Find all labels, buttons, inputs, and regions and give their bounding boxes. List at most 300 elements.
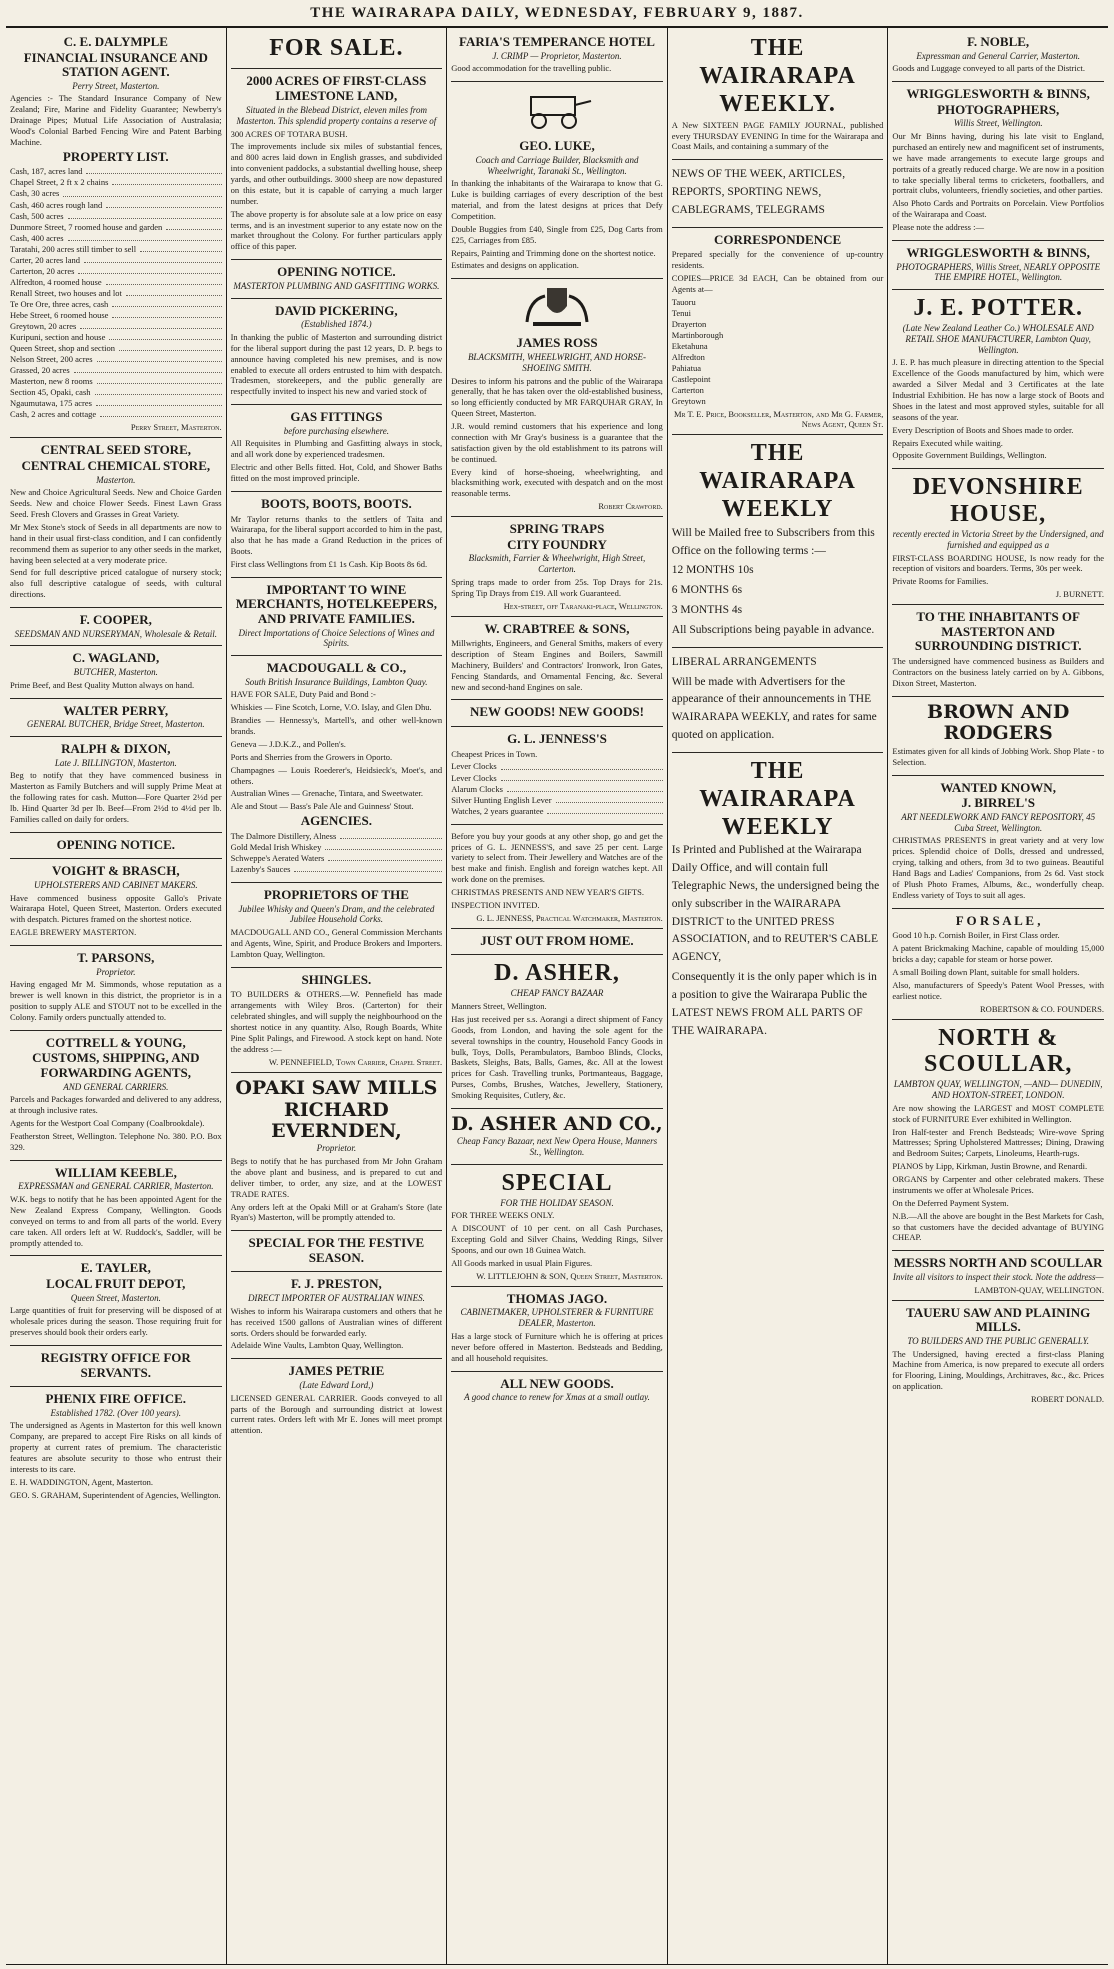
dotted-leader — [501, 773, 663, 781]
advertisement-columns — [6, 28, 1108, 1965]
advertisement-body-text: Champagnes — Louis Roederer's, Heidsieck's, Moet's, and others. — [230, 764, 443, 786]
advertisement-heading: D. ASHER, — [494, 960, 620, 987]
list-item — [10, 365, 222, 376]
advertisement-subheading: (Late Edward Lord,) — [299, 1379, 374, 1390]
list-item — [10, 387, 222, 398]
advertisement-body-text: Manners Street, Wellington. — [451, 1001, 547, 1012]
advertisement-heading: BROWN AND RODGERS — [927, 700, 1070, 744]
advertisement-body-text: The Undersigned, having erected a first-class Planing Machine from America, is now prepared to execute all orders for Flooring, Lining, Mouldings, Architraves, &c., &c. Prices on application. — [892, 1348, 1104, 1392]
advertisement-heading: WRIGGLESWORTH & BINNS, — [906, 244, 1090, 260]
advertisement-body-text: In thanking the inhabitants of the Wairarapa to know that G. Luke is building carriages of every description of the best material, and from the latest designs at prices that Defy Competition. — [451, 178, 663, 221]
royal-arms-emblem — [451, 282, 663, 328]
advertisement-body-text: All Requisites in Plumbing and Gasfitting always in stock, and all work done by experienced tradesmen. — [230, 438, 443, 460]
advertisement-heading: D. ASHER AND CO., — [451, 1112, 663, 1135]
advertisement-heading: THE — [750, 35, 805, 61]
list-item — [231, 831, 443, 842]
advertisement-body-text: Prepared specially for the convenience of up-country residents. — [671, 249, 884, 271]
advertisement-heading: LOCAL FRUIT DEPOT, — [46, 1276, 186, 1292]
advertisement-body-text: All Goods marked in usual Plain Figures. — [451, 1257, 593, 1268]
list-item — [10, 398, 222, 409]
dotted-leader — [140, 244, 221, 252]
list-item-label: Dunmore Street, 7 roomed house and garden — [10, 221, 163, 232]
advertisement-subheading: South British Insurance Buildings, Lambton Quay. — [245, 676, 428, 687]
advertisement — [451, 1372, 663, 1409]
advertisement-heading: GEO. LUKE, — [519, 138, 595, 154]
advertisement-subheading: Queen Street, Masterton. — [70, 1292, 161, 1303]
advertisement-subheading: before purchasing elsewhere. — [283, 425, 389, 436]
advertisement — [892, 241, 1104, 290]
advertisement-signature: ROBERT DONALD. — [1030, 1394, 1104, 1405]
dotted-leader — [126, 288, 222, 296]
column-1 — [6, 28, 227, 1964]
list-item — [672, 330, 884, 341]
advertisement-heading: MACDOUGALL & CO., — [266, 660, 407, 676]
advertisement — [451, 517, 663, 616]
list-item-label: Tenui — [671, 307, 692, 318]
advertisement-body-text: First class Wellingtons from £1 1s Cash. Kip Boots 8s 6d. — [230, 559, 428, 570]
advertisement-body-text: New and Choice Agricultural Seeds. New and Choice Garden Seeds. New and choice Flower Seeds. Finest Lawn Grass Seed. Fresh Clovers and Grasses in Great Variety. — [10, 487, 222, 520]
advertisement-signature: Robert Crawford. — [598, 501, 663, 512]
advertisement-body-text: All Subscriptions being payable in advance. — [671, 623, 875, 636]
advertisement-body-text: Mr Mex Stone's stock of Seeds in all departments are now to hand in their usual first-class condition, and I can confidently recommend them as superior to any other seeds in the market, having been selected at a very moderate price. — [10, 521, 222, 565]
list-item-label: Cash, 187, acres land — [10, 166, 83, 177]
advertisement — [451, 955, 663, 1109]
list-item-label: Cash, 30 acres — [10, 188, 60, 199]
advertisement-heading: JUST OUT FROM HOME. — [480, 932, 634, 948]
advertisement-body-text: Adelaide Wine Vaults, Lambton Quay, Wellington. — [230, 1340, 404, 1351]
advertisement-heading: W. CRABTREE & SONS, — [484, 620, 630, 636]
advertisement-heading: J. E. POTTER. — [913, 295, 1084, 322]
advertisement — [451, 134, 663, 279]
advertisement-body-text: Mr Taylor returns thanks to the settlers of Taita and Wairarapa, for the liberal support accorded to him in the past, also that he has made a Grand Reduction in the prices of Boots. — [230, 513, 443, 557]
list-item — [10, 188, 222, 199]
list-item — [672, 297, 884, 308]
advertisement-body-text: Has a large stock of Furniture which he is offering at prices never before offered in Masterton. Bedsteads and Bedding, and all household requisites. — [451, 1330, 663, 1363]
list-item-label: Carterton — [671, 385, 704, 396]
list-item-label: Watches, 2 years guarantee — [451, 805, 544, 816]
list-item-label: Cash, 460 acres rough land — [10, 199, 103, 210]
list-item — [451, 761, 663, 772]
advertisement-body-text: GEO. S. GRAHAM, Superintendent of Agencies, Wellington. — [10, 1489, 221, 1500]
list-item — [672, 341, 884, 352]
advertisement-body-text: CHRISTMAS PRESENTS AND NEW YEAR'S GIFTS. — [451, 887, 644, 898]
advertisement — [892, 605, 1104, 696]
advertisement-body-text: The improvements include six miles of substantial fences, and 800 acres laid down in English grasses, and subdivided into convenient paddocks, a substantial dwelling house, sheep yards, and other outbuildings. 3000 sheep are now depastured on this estate, but it is capable of carrying a much larger number. — [230, 141, 443, 206]
list-item-label: Te Ore Ore, three acres, cash — [10, 298, 109, 309]
advertisement-heading: FARIA'S TEMPERANCE HOTEL — [458, 34, 655, 49]
advertisement-body-text: Iron Half-tester and French Bedsteads; Wire-wove Spring Mattresses; Spring Upholstered Mattresses; Dining, Drawing and Bedroom Suites; Carpets, Linoleums, Hearth-rugs. — [892, 1126, 1104, 1159]
column-3 — [447, 28, 668, 1964]
dotted-leader — [96, 398, 222, 406]
advertisement-body-text: Send for full descriptive priced catalogue of nursery stock; also full descriptive catalogue of seeds, with cultural directions. — [10, 567, 222, 600]
list-item — [672, 396, 884, 407]
advertisement-subheading: BUTCHER, Masterton. — [73, 666, 158, 677]
advertisement-body-text: Double Buggies from £40, Single from £25, Dog Carts from £25, Carriages from £85. — [451, 223, 663, 245]
advertisement — [672, 753, 884, 1048]
advertisement-heading: IMPORTANT TO WINE MERCHANTS, HOTELKEEPERS, AND PRIVATE FAMILIES. — [235, 581, 437, 626]
list-item-label: Section 45, Opaki, cash — [10, 387, 91, 398]
advertisement-body-text: Ale and Stout — Bass's Pale Ale and Guinness' Stout. — [230, 801, 414, 812]
list-item — [451, 795, 663, 806]
advertisement-body-text: Having engaged Mr M. Simmonds, whose reputation as a brewer is well known in this district, the proprietor is in a position to supply ALE and STOUT not to be excelled in the Colony. Family orders punctually attended to. — [10, 979, 222, 1023]
advertisement-body-text: Large quantities of fruit for preserving will be disposed of at wholesale prices during the season. Those requiring fruit for preserves should book their orders early. — [10, 1305, 222, 1338]
advertisement-body-text: Ports and Sherries from the Growers in Oporto. — [230, 751, 393, 762]
advertisement-body-text: The above property is for absolute sale at a low price on easy terms, and is an investment superior to any estate now on the market throughout the Colony. For further particulars apply office of this paper. — [230, 208, 443, 252]
advertisement-subheading: Established 1782. (Over 100 years). — [50, 1407, 182, 1418]
advertisement-signature: Hex-street, off Taranaki-place, Wellington. — [503, 600, 663, 611]
advertisement-body-text: A small Boiling down Plant, suitable for small holders. — [892, 966, 1080, 977]
advertisement-body-text: A DISCOUNT of 10 per cent. on all Cash Purchases, Excepting Gold and Silver Chains, Wedding Rings, Silver Spoons, and our own 18 Guinea Watch. — [451, 1223, 663, 1256]
list-item — [10, 222, 222, 233]
advertisement-subheading: LAMBTON QUAY, WELLINGTON, —AND— DUNEDIN, AND HOXTON-STREET, LONDON. — [893, 1079, 1103, 1101]
dotted-leader — [328, 853, 442, 861]
dotted-leader — [325, 842, 442, 850]
advertisement-heading: THOMAS JAGO. — [506, 1290, 608, 1306]
advertisement — [892, 909, 1104, 1020]
advertisement — [231, 492, 443, 578]
dotted-leader — [63, 188, 221, 196]
list-item-label: Martinborough — [671, 329, 724, 340]
advertisement — [10, 1346, 222, 1387]
list-item-label: Alarum Clocks — [451, 783, 503, 794]
advertisement-body-text: Beg to notify that they have commenced business in Masterton as Family Butchers and will supply Prime Meat at the following rates for cash. Mutton—Fore Quarter 2½d per lb. Hind Quarter 3d per lb. Beef—From 2½d to 4½d per lb. Families called on daily for orders. — [10, 770, 222, 824]
advertisement-subheading: Perry Street, Masterton. — [72, 80, 160, 91]
list-item-label: Chapel Street, 2 ft x 2 chains — [10, 177, 109, 188]
advertisement-body-text: N.B.—All the above are bought in the Best Markets for Cash, so that customers have the decided advantage of BUYING CHEAP. — [892, 1210, 1104, 1243]
advertisement-subheading: SEEDSMAN AND NURSERYMAN, Wholesale & Retail. — [14, 628, 217, 639]
advertisement-body-text: Any orders left at the Opaki Mill or at Graham's Store (late Ryan's) Masterton, will be promptly attended to. — [230, 1201, 443, 1223]
advertisement-body-text: A New SIXTEEN PAGE FAMILY JOURNAL, published every THURSDAY EVENING In time for the Wairarapa and Coast Mails, and containing a summary of the — [671, 119, 884, 152]
advertisement-body-text: FOR THREE WEEKS ONLY. — [451, 1210, 555, 1221]
advertisement-heading: WEEKLY — [721, 495, 834, 522]
advertisement-body-text: Our Mr Binns having, during his late visit to England, purchased an entirely new and magnificent set of instruments, we have made arrangements to execute large groups and portraits of a greatly reduced charge. We are now in a position to take specially liberal terms to cricketers, footballers, and portrait clubs, volunteers, friendly societies, and other parties. — [892, 131, 1104, 196]
advertisement-body-text: Are now showing the LARGEST and MOST COMPLETE stock of FURNITURE Ever exhibited in Wellington. — [892, 1102, 1104, 1124]
advertisement-body-text: COPIES—PRICE 3d EACH, Can be obtained from our Agents at— — [671, 272, 884, 294]
list-item — [231, 853, 443, 864]
advertisement-heading: OPAKI SAW MILLS — [235, 1076, 438, 1099]
advertisement-heading: FOR SALE. — [269, 35, 404, 61]
advertisement-heading: T. PARSONS, — [77, 950, 155, 966]
list-item-label: Lever Clocks — [451, 761, 497, 772]
advertisement-signature: W. PENNEFIELD, Town Carrier, Chapel Street. — [268, 1056, 443, 1067]
advertisement-body-text: Is Printed and Published at the Wairarapa Daily Office, and will contain full Telegraphic News, the undersigned being the only subscriber in the WAIRARAPA DISTRICT to the UNITED PRESS ASSOCIATION, and to REUTER'S CABLE AGENCY, — [671, 844, 880, 964]
advertisement — [451, 727, 663, 825]
list-item-label: Gold Medal Irish Whiskey — [230, 841, 322, 852]
dotted-leader — [80, 321, 221, 329]
advertisement-body-text: Featherston Street, Wellington. Telephone No. 380. P.O. Box 329. — [10, 1131, 222, 1152]
advertisement — [451, 617, 663, 701]
advertisement-subheading: (Established 1874.) — [301, 319, 372, 330]
list-item — [10, 244, 222, 255]
list-item — [10, 376, 222, 387]
advertisement-body-text: Prime Beef, and Best Quality Mutton always on hand. — [10, 679, 195, 690]
list-item-label: Nelson Street, 200 acres — [10, 354, 93, 365]
advertisement — [10, 1161, 222, 1257]
list-item-label: Renall Street, two houses and lot — [10, 287, 122, 298]
column-5 — [888, 28, 1108, 1964]
advertisement-list — [672, 297, 884, 407]
advertisement — [10, 859, 222, 946]
dotted-leader — [100, 409, 221, 417]
advertisement-list — [451, 761, 663, 816]
advertisement-body-text: TO BUILDERS & OTHERS.—W. Pennefield has made arrangements with Wiley Bros. (Carterton) for their celebrated shingles, and will supply the neighbourhood on the shortest notice in any quantity. Also, Rough Boards, White Pine Split Palings, and Firewood. A stock kept on hand. Note the address :— — [230, 989, 443, 1054]
advertisement-subheading: Willis Street, Wellington. — [953, 118, 1043, 129]
list-item — [10, 409, 222, 420]
advertisement-subheading: Masterton. — [96, 474, 136, 485]
advertisement-subheading: J. CRIMP — Proprietor, Masterton. — [492, 50, 622, 61]
advertisement-heading: WANTED KNOWN, — [940, 779, 1056, 795]
list-item — [10, 211, 222, 222]
advertisement-subheading: Jubilee Whisky and Queen's Dram, and the celebrated Jubilee Household Corks. — [238, 903, 435, 925]
masthead: THE WAIRARAPA DAILY, WEDNESDAY, FEBRUARY 9, 1887. — [6, 0, 1108, 28]
list-item — [10, 166, 222, 177]
advertisement-heading: LIMESTONE LAND, — [275, 88, 398, 104]
advertisement-body-text: E. H. WADDINGTON, Agent, Masterton. — [10, 1476, 153, 1487]
list-item-label: Silver Hunting English Lever — [451, 794, 552, 805]
advertisement-body-text: 6 MONTHS 6s — [671, 584, 743, 597]
advertisement-subheading: PHOTOGRAPHERS, Willis Street, NEARLY OPPOSITE THE EMPIRE HOTEL, Wellington. — [896, 261, 1101, 283]
advertisement-heading: C. WAGLAND, — [72, 650, 160, 666]
advertisement-heading: THE — [750, 440, 805, 467]
advertisement-body-text: NEWS OF THE WEEK, ARTICLES, REPORTS, SPORTING NEWS, CABLEGRAMS, TELEGRAMS — [671, 168, 846, 216]
list-item-label: Taratahi, 200 acres still timber to sell — [10, 243, 137, 254]
advertisement-body-text: Good accommodation for the travelling public. — [451, 63, 612, 74]
advertisement-body-text: Geneva — J.D.K.Z., and Pollen's. — [230, 738, 346, 749]
advertisement-body-text: INSPECTION INVITED. — [451, 899, 540, 910]
advertisement-heading: OPENING NOTICE. — [277, 264, 396, 280]
dotted-leader — [84, 255, 222, 263]
advertisement-subheading: UPHOLSTERERS AND CABINET MAKERS. — [33, 879, 198, 890]
list-item-label: Eketahuna — [671, 340, 708, 351]
advertisement-heading: NORTH & SCOULLAR, — [923, 1024, 1073, 1078]
advertisement-heading: NEW GOODS! NEW GOODS! — [470, 704, 644, 720]
advertisement — [10, 438, 222, 608]
advertisement — [892, 1251, 1104, 1300]
advertisement-subheading: GENERAL BUTCHER, Bridge Street, Masterton. — [26, 719, 205, 730]
advertisement — [231, 260, 443, 298]
advertisement-signature: J. BURNETT. — [1055, 589, 1104, 600]
advertisement — [672, 435, 884, 648]
advertisement-heading: JAMES PETRIE — [288, 1363, 385, 1379]
advertisement — [451, 331, 663, 517]
advertisement-subheading: (Late New Zealand Leather Co.) WHOLESALE AND RETAIL SHOE MANUFACTURER, Lambton Quay, Wellington. — [902, 323, 1094, 355]
advertisement-body-text: LICENSED GENERAL CARRIER. Goods conveyed to all parts of the Borough and surrounding district at lowest current rates. Orders left with Mr E. Jones will meet prompt attention. — [230, 1392, 443, 1436]
advertisement-heading: GAS FITTINGS — [290, 409, 383, 425]
advertisement-list — [10, 166, 222, 420]
advertisement-body-text: Millwrights, Engineers, and General Smiths, makers of every description of Steam Engines and Boilers, Sawmill Machinery, Builders' and Contractors' Ironwork, Iron Gates, Fencing Standards, and Ornamental Fencing, &c. Several new and second-hand Engines on sale. — [451, 638, 663, 692]
advertisement-heading: CUSTOMS, SHIPPING, AND FORWARDING AGENTS, — [32, 1050, 200, 1081]
list-item — [672, 374, 884, 385]
advertisement-subheading: Invite all visitors to inspect their stock. Note the address— — [892, 1271, 1104, 1282]
advertisement — [892, 1301, 1104, 1409]
advertisement-body-text: Agents for the Westport Coal Company (Coalbrookdale). — [10, 1118, 205, 1129]
advertisement — [451, 929, 663, 956]
list-item — [10, 266, 222, 277]
dotted-leader — [556, 795, 663, 803]
dotted-leader — [95, 387, 222, 395]
list-item-label: Greytown, 20 acres — [10, 321, 77, 332]
dotted-leader — [106, 200, 221, 208]
advertisement-body-text: Repairs Executed while waiting. — [892, 437, 1003, 448]
advertisement — [231, 30, 443, 69]
advertisement-heading: C. E. DALYMPLE — [63, 34, 168, 49]
advertisement-subheading: recently erected in Victoria Street by the Undersigned, and furnished and equipped as a — [892, 529, 1104, 550]
advertisement — [892, 1020, 1104, 1252]
advertisement-body-text: Estimates given for all kinds of Jobbing Work. Shop Plate - to Selection. — [892, 746, 1104, 767]
advertisement-heading: WEEKLY. — [719, 90, 836, 117]
dotted-leader — [340, 831, 442, 839]
advertisement-heading: SPECIAL — [501, 1169, 613, 1196]
advertisement-subheading: Blacksmith, Farrier & Wheelwright, High Street, Carterton. — [468, 553, 646, 575]
advertisement-heading: 2000 ACRES OF FIRST-CLASS — [246, 72, 427, 88]
advertisement-body-text: Private Rooms for Families. — [892, 576, 989, 587]
advertisement-body-text: PIANOS by Lipp, Kirkman, Justin Browne, and Renardi. — [892, 1161, 1088, 1172]
advertisement-heading: F. J. PRESTON, — [291, 1276, 382, 1292]
advertisement-body-text: In thanking the public of Masterton and surrounding district for the liberal support during the past 12 years, D. P. begs to announce having completed his new premises, and is now enabled to execute all orders entrusted to him with despatch. Tradesmen, storekeepers, and the public generally are respectfully invited to inspect his new and varied stock of — [230, 331, 443, 397]
advertisement-body-text: Will be made with Advertisers for the appearance of their announcements in THE WAIRARAPA WEEKLY, and rates for same quoted on application. — [671, 675, 877, 741]
advertisement-signature: W. LITTLEJOHN & SON, Queen Street, Masterton. — [476, 1270, 663, 1281]
dotted-leader — [294, 864, 442, 872]
list-item-label: Greytown — [671, 396, 706, 407]
advertisement-signature: G. L. JENNESS, Practical Watchmaker, Masterton. — [476, 912, 663, 923]
advertisement-body-text: J. E. P. has much pleasure in directing attention to the Special Excellence of the Goods manufactured by him, which were awarded a Silver Medal and 3 Certificates at the late Industrial Exhibition. He has now a large stock of Boots and Shoes in the latest and most approved styles, suitable for all seasons of the year. — [892, 357, 1104, 422]
advertisement-heading: G. L. JENNESS'S — [507, 731, 607, 747]
advertisement — [451, 825, 663, 929]
dotted-leader — [97, 376, 222, 384]
advertisement-body-text: 12 MONTHS 10s — [671, 564, 754, 577]
advertisement-body-text: The undersigned have commenced business as Builders and Contractors on the business lately carried on by A. Gibbons, Dixon Street, Masterton. — [892, 655, 1104, 688]
advertisement-subheading: Cheap Fancy Bazaar, next New Opera House, Manners St., Wellington. — [456, 1136, 658, 1157]
list-item — [10, 354, 222, 365]
advertisement-heading: ALL NEW GOODS. — [500, 1375, 614, 1391]
advertisement-body-text: LIBERAL ARRANGEMENTS — [671, 655, 817, 668]
advertisement-body-text: Every kind of horse-shoeing, wheelwrighting, and blacksmithing work, executed with despatch and on the most reasonable terms. — [451, 466, 663, 499]
advertisement — [451, 1287, 663, 1372]
advertisement — [672, 648, 884, 753]
list-item-label: Cash, 500 acres — [10, 210, 64, 221]
list-item-label: Cash, 400 acres — [10, 232, 64, 243]
advertisement-body-text: Consequently it is the only paper which is in a position to give the Wairarapa Public the LATEST NEWS FROM ALL PARTS OF THE WAIRARAPA. — [671, 971, 877, 1037]
list-item-label: Hebe Street, 6 roomed house — [10, 309, 109, 320]
advertisement-subheading: Proprietor. — [316, 1143, 357, 1154]
list-item — [672, 385, 884, 396]
list-title: AGENCIES. — [300, 813, 372, 829]
list-item-label: Masterton, new 8 rooms — [10, 376, 93, 387]
advertisement — [892, 290, 1104, 469]
advertisement-body-text: W.K. begs to notify that he has been appointed Agent for the New Zealand Express Company, Wellington. Goods conveyed on terms to and from all parts of the world. Every care taken. All orders left at W. Ruddock's, Saddler, will be promptly attended to. — [10, 1194, 222, 1248]
advertisement-body-text: Also, manufacturers of Speedy's Patent Wool Presses, with earliest notice. — [892, 979, 1104, 1001]
advertisement-body-text: 300 ACRES OF TOTARA BUSH. — [230, 128, 348, 139]
advertisement — [451, 1165, 663, 1287]
coach-emblem — [451, 85, 663, 131]
list-item — [10, 177, 222, 188]
list-item — [231, 864, 443, 875]
advertisement — [231, 405, 443, 492]
advertisement-heading: F O R S A L E , — [955, 912, 1041, 928]
advertisement-subheading: TO BUILDERS AND THE PUBLIC GENERALLY. — [907, 1335, 1090, 1346]
advertisement-body-text: Begs to notify that he has purchased from Mr John Graham the above plant and business, and is prepared to cut and deliver timber, to order, any size, and at the LOWEST TRADE RATES. — [230, 1156, 443, 1199]
advertisement-heading: MESSRS NORTH AND SCOULLAR — [893, 1255, 1103, 1271]
advertisement-body-text: FIRST-CLASS BOARDING HOUSE, Is now ready for the reception of visitors and boarders. Terms, 30s per week. — [892, 552, 1104, 574]
advertisement — [10, 1256, 222, 1346]
dotted-leader — [112, 310, 221, 318]
dotted-leader — [166, 222, 221, 230]
advertisement-subheading: MASTERTON PLUMBING AND GASFITTING WORKS. — [233, 280, 440, 291]
advertisement-heading: WEEKLY — [721, 813, 834, 840]
advertisement-body-text: Have commenced business opposite Gallo's Private Wairarapa Hotel, Queen Street, Masterton. Orders executed with despatch. Pictures framed on the shortest notice. — [10, 892, 222, 925]
list-item-label: Drayerton — [671, 318, 707, 329]
advertisement-heading: WRIGGLESWORTH & BINNS, — [906, 86, 1090, 102]
advertisement-body-text: Desires to inform his patrons and the public of the Wairarapa generally, that he has taken over the old-established business, so long efficiently conducted by MR FARQUHAR GRAY, In Queen Street, Masterton. — [451, 375, 663, 419]
advertisement-heading: J. BIRREL'S — [961, 795, 1036, 811]
advertisement-body-text: Good 10 h.p. Cornish Boiler, in First Class order. — [892, 930, 1060, 941]
list-item — [10, 288, 222, 299]
list-item-label: Kuripuni, section and house — [10, 332, 106, 343]
advertisement-subheading: Late J. BILLINGTON, Masterton. — [54, 757, 177, 768]
advertisement-heading: E. TAYLER, — [80, 1260, 151, 1276]
advertisement-body-text: Brandies — Hennessy's, Martell's, and other well-known brands. — [230, 715, 443, 737]
advertisement — [231, 1231, 443, 1272]
advertisement-body-text: Wishes to inform his Wairarapa customers and others that he has received 1500 gallons of Australian wines of different sorts. Orders should be forwarded early. — [230, 1305, 443, 1338]
advertisement-heading: F. COOPER, — [79, 612, 152, 628]
advertisement-heading: RALPH & DIXON, — [61, 740, 171, 756]
list-item-label: Tauoru — [671, 296, 696, 307]
advertisement — [231, 968, 443, 1073]
advertisement-body-text: A patent Brickmaking Machine, capable of moulding 15,000 bricks a day; capable for steam or horse power. — [892, 943, 1104, 965]
list-item — [451, 806, 663, 817]
advertisement — [10, 946, 222, 1031]
advertisement — [231, 578, 443, 656]
advertisement-heading: JAMES ROSS — [516, 335, 598, 351]
list-item — [10, 310, 222, 321]
list-item-label: Castlepoint — [671, 374, 711, 385]
advertisement — [231, 299, 443, 406]
advertisement-heading: OPENING NOTICE. — [56, 836, 176, 852]
advertisement — [672, 228, 884, 436]
advertisement-heading: CITY FOUNDRY — [507, 536, 607, 552]
advertisement — [451, 30, 663, 82]
advertisement-subheading: ART NEEDLEWORK AND FANCY REPOSITORY, 45 Cuba Street, Wellington. — [901, 811, 1096, 833]
advertisement — [231, 1272, 443, 1359]
advertisement-heading: PHENIX FIRE OFFICE. — [45, 1391, 187, 1407]
advertisement-body-text: Cheapest Prices in Town. — [451, 748, 538, 759]
dotted-leader — [97, 354, 222, 362]
list-item — [10, 200, 222, 211]
advertisement — [892, 469, 1104, 605]
advertisement-heading: WILLIAM KEEBLE, — [54, 1164, 177, 1180]
advertisement-body-text: 3 MONTHS 4s — [671, 604, 743, 617]
list-item-label: Carter, 20 acres land — [10, 254, 80, 265]
advertisement-subheading: Direct Importations of Choice Selections of Wines and Spirits. — [238, 627, 435, 649]
advertisement-heading: PHOTOGRAPHERS, — [937, 101, 1060, 117]
advertisement-body-text: Also Photo Cards and Portraits on Porcelain. View Portfolios of the Wairarapa and Coast. — [892, 198, 1104, 220]
advertisement-subheading: EXPRESSMAN and GENERAL CARRIER, Masterton. — [18, 1181, 214, 1192]
advertisement-heading: VOIGHT & BRASCH, — [51, 863, 180, 879]
advertisement — [231, 656, 443, 883]
advertisement-heading: F. NOBLE, — [967, 34, 1030, 49]
advertisement-heading: FINANCIAL INSURANCE AND STATION AGENT. — [23, 49, 208, 80]
advertisement-heading: SHINGLES. — [301, 971, 372, 987]
advertisement-subheading: AND GENERAL CARRIERS. — [63, 1081, 169, 1092]
advertisement-body-text: Please note the address :— — [892, 222, 984, 233]
list-item — [451, 784, 663, 795]
dotted-leader — [74, 365, 222, 373]
dotted-leader — [501, 761, 663, 769]
advertisement-heading: WAIRARAPA — [699, 468, 856, 495]
advertisement-heading: DEVONSHIRE HOUSE, — [912, 474, 1084, 528]
advertisement-body-text: Goods and Luggage conveyed to all parts of the District. — [892, 63, 1085, 74]
advertisement-subheading: Proprietor. — [96, 966, 136, 977]
